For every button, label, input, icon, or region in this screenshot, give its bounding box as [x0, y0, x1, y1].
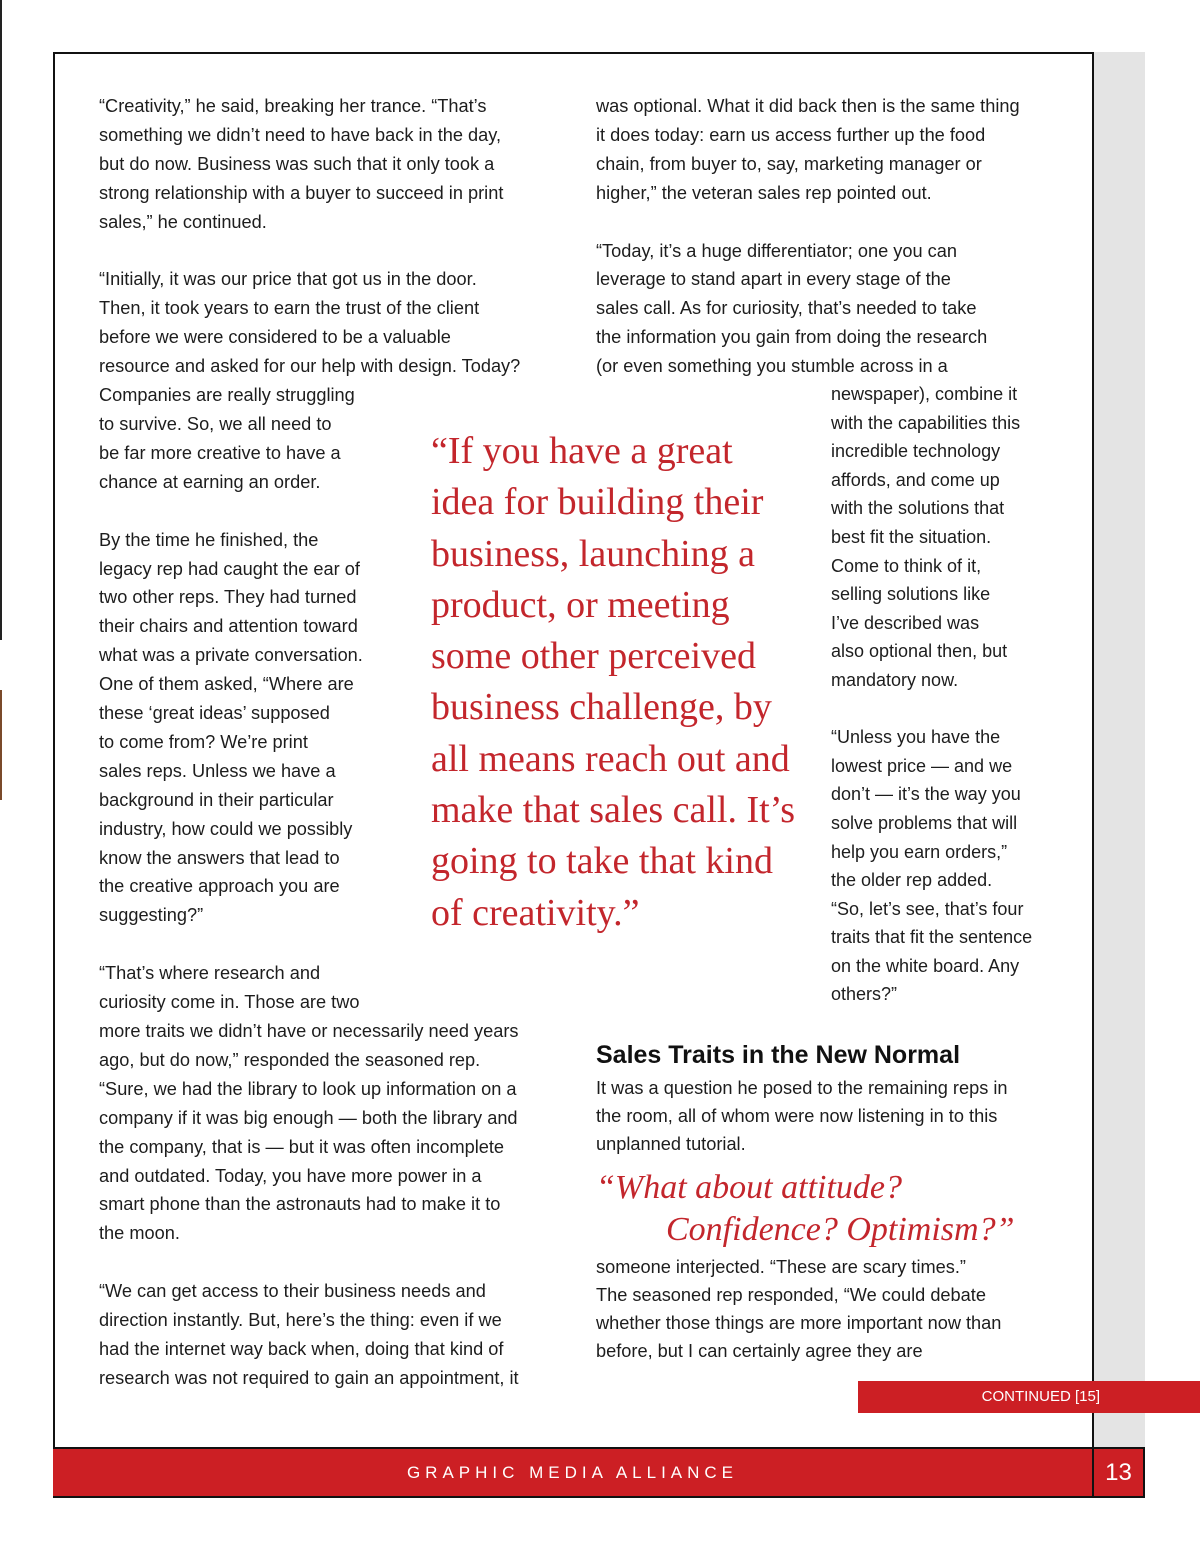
text-line [99, 1248, 520, 1277]
text-line: research was not required to gain an appointment, it [99, 1367, 519, 1388]
text-line: know the answers that lead to [99, 847, 340, 868]
pull-quote-line: going to take that kind [431, 840, 773, 883]
text-line: It was a question he posed to the remaining reps in [596, 1078, 1008, 1098]
text-line: more traits we didn’t have or necessarily need years [99, 1021, 519, 1041]
text-line: affords, and come up [831, 469, 1000, 490]
text-line: “We can get access to their business needs and [99, 1281, 486, 1302]
pull-quote-line: idea for building their [431, 481, 764, 524]
text-line: newspaper), combine it [831, 384, 1018, 404]
text-line: “Today, it’s a huge differentiator; one you can [596, 240, 957, 261]
text-line: mandatory now. [831, 669, 959, 690]
text-line: unplanned tutorial. [596, 1134, 746, 1154]
text-line: smart phone than the astronauts had to make it to [99, 1194, 501, 1215]
inline-quote-line1: “What about attitude? [596, 1169, 902, 1206]
pull-quote-line: business, launching a [431, 532, 756, 575]
text-line: the information you gain from doing the research [596, 327, 988, 348]
text-line: “So, let’s see, that’s four [831, 898, 1024, 919]
text-line: to survive. So, we all need to [99, 413, 332, 434]
footer-bar [53, 1447, 1092, 1498]
text-line: on the white board. Any [831, 955, 1020, 976]
text-line: lowest price — and we [831, 755, 1013, 776]
pull-quote-line: some other perceived [431, 635, 756, 678]
text-line: company if it was big enough — both the library and [99, 1107, 518, 1128]
footer-title: GRAPHIC MEDIA ALLIANCE [406, 1463, 739, 1482]
text-line: these ‘great ideas’ supposed [99, 703, 330, 724]
text-line: someone interjected. “These are scary times.” [596, 1257, 966, 1277]
pull-quote-line: of creativity.” [431, 891, 640, 934]
text-line: and outdated. Today, you have more power in a [99, 1165, 482, 1186]
pull-quote-line: business challenge, by [431, 686, 772, 729]
text-line: whether those things are more important now than [596, 1313, 1002, 1333]
text-line: strong relationship with a buyer to succeed in print [99, 182, 504, 203]
text-line: (or even something you stumble across in a [596, 356, 948, 377]
text-line: their chairs and attention toward [99, 616, 358, 637]
text-line: help you earn orders,” [831, 841, 1008, 862]
text-line: higher,” the veteran sales rep pointed out. [596, 182, 932, 203]
page-edge-line [0, 0, 2, 640]
text-line [831, 695, 1032, 724]
subhead-paragraph [596, 1074, 1008, 1158]
text-line: resource and asked for our help with design. Today? [99, 356, 521, 377]
text-line: “Initially, it was our price that got us in the door. [99, 269, 477, 290]
text-line: the room, all of whom were now listening in to this [596, 1106, 998, 1126]
text-line: sales call. As for curiosity, that’s needed to take [596, 298, 977, 319]
text-line: sales reps. Unless we have a [99, 760, 336, 781]
text-line: “Creativity,” he said, breaking her trance. “That’s [99, 96, 487, 116]
text-line: curiosity come in. Those are two [99, 992, 360, 1013]
text-line: sales,” he continued. [99, 211, 267, 232]
text-line: the moon. [99, 1223, 180, 1244]
text-line: be far more creative to have a [99, 442, 341, 463]
text-line: before, but I can certainly agree they are [596, 1341, 923, 1361]
text-line: incredible technology [831, 441, 1001, 462]
text-line: chance at earning an order. [99, 471, 321, 492]
text-line: the company, that is — but it was often incomplete [99, 1136, 505, 1157]
side-margin-strip [1092, 52, 1145, 1447]
text-line: “Sure, we had the library to look up information on a [99, 1078, 517, 1099]
pull-quote [431, 426, 811, 939]
text-line: before we were considered to be a valuable [99, 327, 451, 348]
text-line: was optional. What it did back then is the same thing [596, 96, 1020, 116]
text-line: I’ve described was [831, 612, 980, 633]
section-subhead: Sales Traits in the New Normal [596, 1041, 961, 1069]
text-line: with the capabilities this [831, 412, 1021, 433]
text-line: “Unless you have the [831, 727, 1001, 748]
text-line: suggesting?” [99, 905, 204, 926]
text-line: The seasoned rep responded, “We could debate [596, 1285, 986, 1305]
text-line: One of them asked, “Where are [99, 674, 354, 695]
text-line: selling solutions like [831, 584, 991, 605]
final-paragraph [596, 1253, 1001, 1365]
continued-button[interactable]: CONTINUED [15] [858, 1381, 1200, 1413]
page-number: 13 [1092, 1447, 1145, 1498]
pull-quote-line: make that sales call. It’s [431, 789, 796, 832]
text-line: industry, how could we possibly [99, 818, 353, 839]
text-line: two other reps. They had turned [99, 587, 357, 608]
text-line [99, 237, 520, 266]
text-line: but do now. Business was such that it only took a [99, 153, 495, 174]
text-line: the creative approach you are [99, 876, 340, 897]
text-line: Then, it took years to earn the trust of the client [99, 298, 480, 319]
text-line: others?” [831, 984, 898, 1005]
text-line: it does today: earn us access further up the food [596, 124, 986, 145]
text-line: By the time he finished, the [99, 529, 319, 550]
text-line: ago, but do now,” responded the seasoned rep. [99, 1049, 481, 1070]
text-line: solve problems that will [831, 812, 1018, 833]
right-narrow-column-text [831, 380, 1032, 1009]
text-line: what was a private conversation. [99, 645, 363, 666]
pull-quote-line: product, or meeting [431, 583, 730, 626]
inline-quote-line2: Confidence? Optimism?” [666, 1211, 1015, 1248]
pull-quote-line: all means reach out and [431, 737, 790, 780]
text-line [596, 208, 1020, 237]
page-edge-accent [0, 690, 2, 800]
text-line: to come from? We’re print [99, 731, 308, 752]
text-line: Companies are really struggling [99, 385, 355, 406]
text-line: the older rep added. [831, 870, 993, 891]
text-line: best fit the situation. [831, 526, 992, 547]
text-line: also optional then, but [831, 641, 1008, 662]
text-line: had the internet way back when, doing that kind of [99, 1338, 504, 1359]
text-line: background in their particular [99, 789, 334, 810]
right-column-top-text [596, 92, 1020, 381]
text-line: Come to think of it, [831, 555, 982, 576]
inline-quote [596, 1167, 1014, 1251]
text-line: with the solutions that [831, 498, 1005, 519]
text-line: something we didn’t need to have back in the day, [99, 124, 502, 145]
text-line: legacy rep had caught the ear of [99, 558, 360, 579]
pull-quote-line: “If you have a great [431, 430, 733, 472]
text-line: chain, from buyer to, say, marketing manager or [596, 153, 982, 174]
text-line: leverage to stand apart in every stage of the [596, 269, 951, 290]
text-line: traits that fit the sentence [831, 927, 1033, 948]
text-line: direction instantly. But, here’s the thing: even if we [99, 1310, 502, 1331]
text-line: don’t — it’s the way you [831, 784, 1021, 805]
text-line: “That’s where research and [99, 963, 321, 984]
